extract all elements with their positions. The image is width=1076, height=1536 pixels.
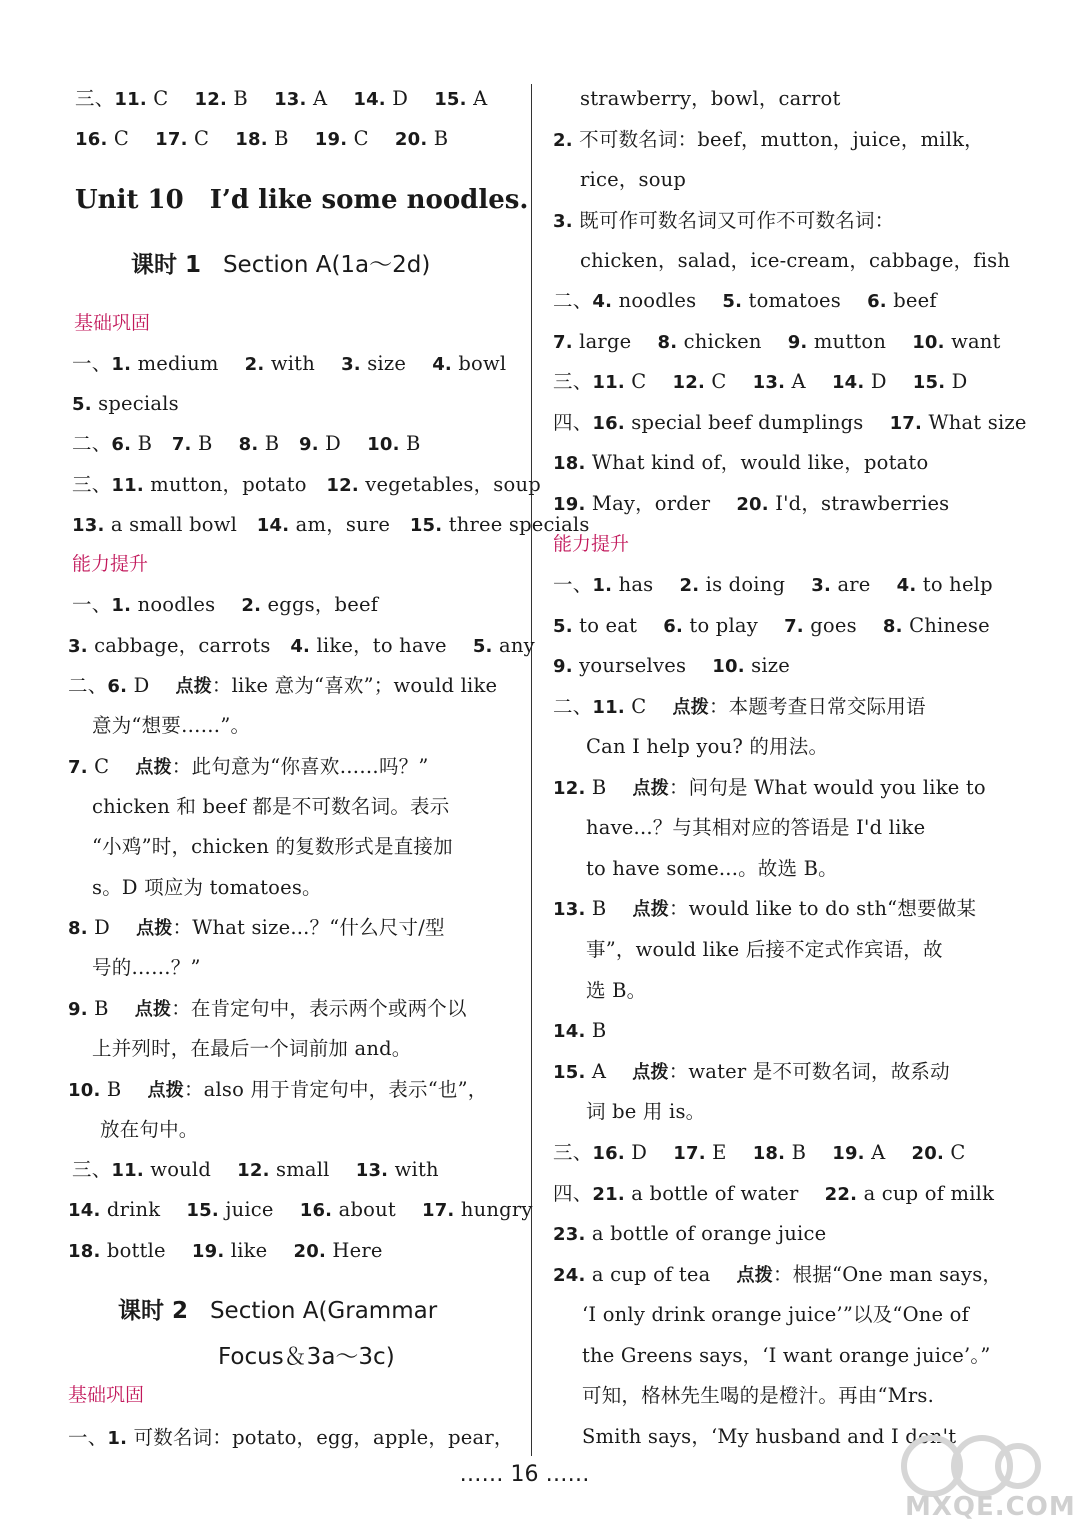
right-ability-line: 15. A 点拨：water 是不可数名词，故系动 [553,1060,950,1083]
left-ability-line: 号的……？” [92,956,201,979]
column-divider [531,84,532,1456]
left-ability-line: 9. B 点拨：在肯定句中，表示两个或两个以 [68,997,467,1020]
right-answers-line: 7. large 8. chicken 9. mutton 10. want [553,330,1001,353]
right-ability-line: 24. a cup of tea 点拨：根据“One man says， [553,1263,1003,1286]
watermark-text: MXQE.COM [905,1492,1076,1522]
right-ability-line: 13. B 点拨：would like to do sth“想要做某 [553,897,977,920]
left-basic-line: 一、1. medium 2. with 3. size 4. bowl [72,352,507,375]
lesson-2-text: Section A(Grammar [209,1298,438,1324]
right-answers-line: 19. May，order 20. I'd，strawberries [553,492,950,515]
right-ability-line: 词 be 用 is。 [586,1100,706,1123]
right-answers-line: 二、4. noodles 5. tomatoes 6. beef [553,289,937,312]
right-answers-line: strawberry，bowl，carrot [580,87,841,110]
right-ability-line: to have some...。故选 B。 [586,857,838,880]
left-basic-line: 5. specials [72,392,179,415]
right-ability-line: 5. to eat 6. to play 7. goes 8. Chinese [553,614,990,637]
left-ability-line: 二、6. D 点拨：like 意为“喜欢”；would like [68,674,498,697]
right-ability-line: 选 B。 [586,979,647,1002]
left-ability-line: 10. B 点拨：also 用于肯定句中，表示“也”， [68,1078,488,1101]
right-ability-line: 三、16. D 17. E 18. B 19. A 20. C [553,1141,966,1164]
right-ability-line: have...？与其相对应的答语是 I'd like [586,816,926,839]
section-ability-2: 能力提升 [553,533,630,555]
left-basic-2-line: 一、1. 可数名词：potato，egg，apple，pear， [68,1426,514,1449]
lesson-2-title [118,1296,437,1326]
left-answers-line: 三、11. C 12. B 13. A 14. D 15. A [75,87,488,110]
left-ability-line: 8. D 点拨：What size...？“什么尺寸/型 [68,916,445,939]
right-ability-line: Can I help you? 的用法。 [586,735,829,758]
right-answers-line: 三、11. C 12. C 13. A 14. D 15. D [553,370,968,393]
lesson-1-title [131,250,430,280]
left-ability-line: 7. C 点拨：此句意为“你喜欢……吗？” [68,755,429,778]
right-answers-line: 四、16. special beef dumplings 17. What size [553,411,1027,434]
right-ability-line: 二、11. C 点拨：本题考查日常交际用语 [553,695,926,718]
left-ability-line: chicken 和 beef 都是不可数名词。表示 [92,795,450,818]
left-ability-line: “小鸡”时，chicken 的复数形式是直接加 [92,835,453,858]
right-ability-line: Smith says，‘My husband and I don't [582,1425,957,1448]
right-ability-line: ‘I only drink orange juice’”以及“One of [582,1303,970,1326]
right-ability-line: 9. yourselves 10. size [553,654,791,677]
left-ability-line: 上并列时，在最后一个词前加 and。 [92,1037,412,1060]
left-ability-line: 意为“想要……”。 [92,714,251,737]
left-basic-line: 三、11. mutton，potato 12. vegetables，soup [72,473,541,496]
section-ability-1: 能力提升 [72,553,149,575]
right-ability-line: 四、21. a bottle of water 22. a cup of milk [553,1182,995,1205]
left-answers-line: 16. C 17. C 18. B 19. C 20. B [75,127,449,150]
lesson-2-title-line2: Focus＆3a～3c) [218,1344,395,1370]
page-number: …… 16 …… [459,1462,590,1487]
left-ability-line: 三、11. would 12. small 13. with [72,1158,439,1181]
lesson-1-text: Section A(1a～2d) [222,252,431,278]
right-answers-line: 2. 不可数名词：beef，mutton，juice，milk， [553,128,984,151]
right-ability-line: 14. B [553,1019,607,1042]
left-ability-line: 一、1. noodles 2. eggs，beef [72,593,379,616]
unit-title: Unit 10 I’d like some noodles. [75,185,529,215]
right-answers-line: 3. 既可作可数名词又可作不可数名词： [553,209,895,232]
left-basic-line: 13. a small bowl 14. am，sure 15. three specials [72,513,590,536]
right-ability-line: 23. a bottle of orange juice [553,1222,827,1245]
right-ability-line: 事”，would like 后接不定式作宾语，故 [586,938,943,961]
left-ability-line: 3. cabbage，carrots 4. like，to have 5. any [68,634,535,657]
right-ability-line: 12. B 点拨：问句是 What would you like to [553,776,986,799]
right-ability-line: 可知，格林先生喝的是橙汁。再由“Mrs. [582,1384,934,1407]
left-ability-line: s。D 项应为 tomatoes。 [92,876,322,899]
section-basic-1: 基础巩固 [74,312,151,334]
left-ability-line: 18. bottle 19. like 20. Here [68,1239,383,1262]
left-ability-line: 放在句中。 [100,1118,199,1141]
right-answers-line: 18. What kind of，would like，potato [553,451,929,474]
right-ability-line: the Greens says，‘I want orange juice’。” [582,1344,991,1367]
left-ability-line: 14. drink 15. juice 16. about 17. hungry [68,1198,533,1221]
left-basic-line: 二、6. B 7. B 8. B 9. D 10. B [72,432,421,455]
lesson-2-label: 课时 2 [118,1298,189,1324]
section-basic-2: 基础巩固 [68,1384,145,1406]
right-answers-line: chicken，salad，ice-cream，cabbage，fish [580,249,1011,272]
lesson-1-label: 课时 1 [131,252,202,278]
right-answers-line: rice，soup [580,168,687,191]
right-ability-line: 一、1. has 2. is doing 3. are 4. to help [553,573,993,596]
